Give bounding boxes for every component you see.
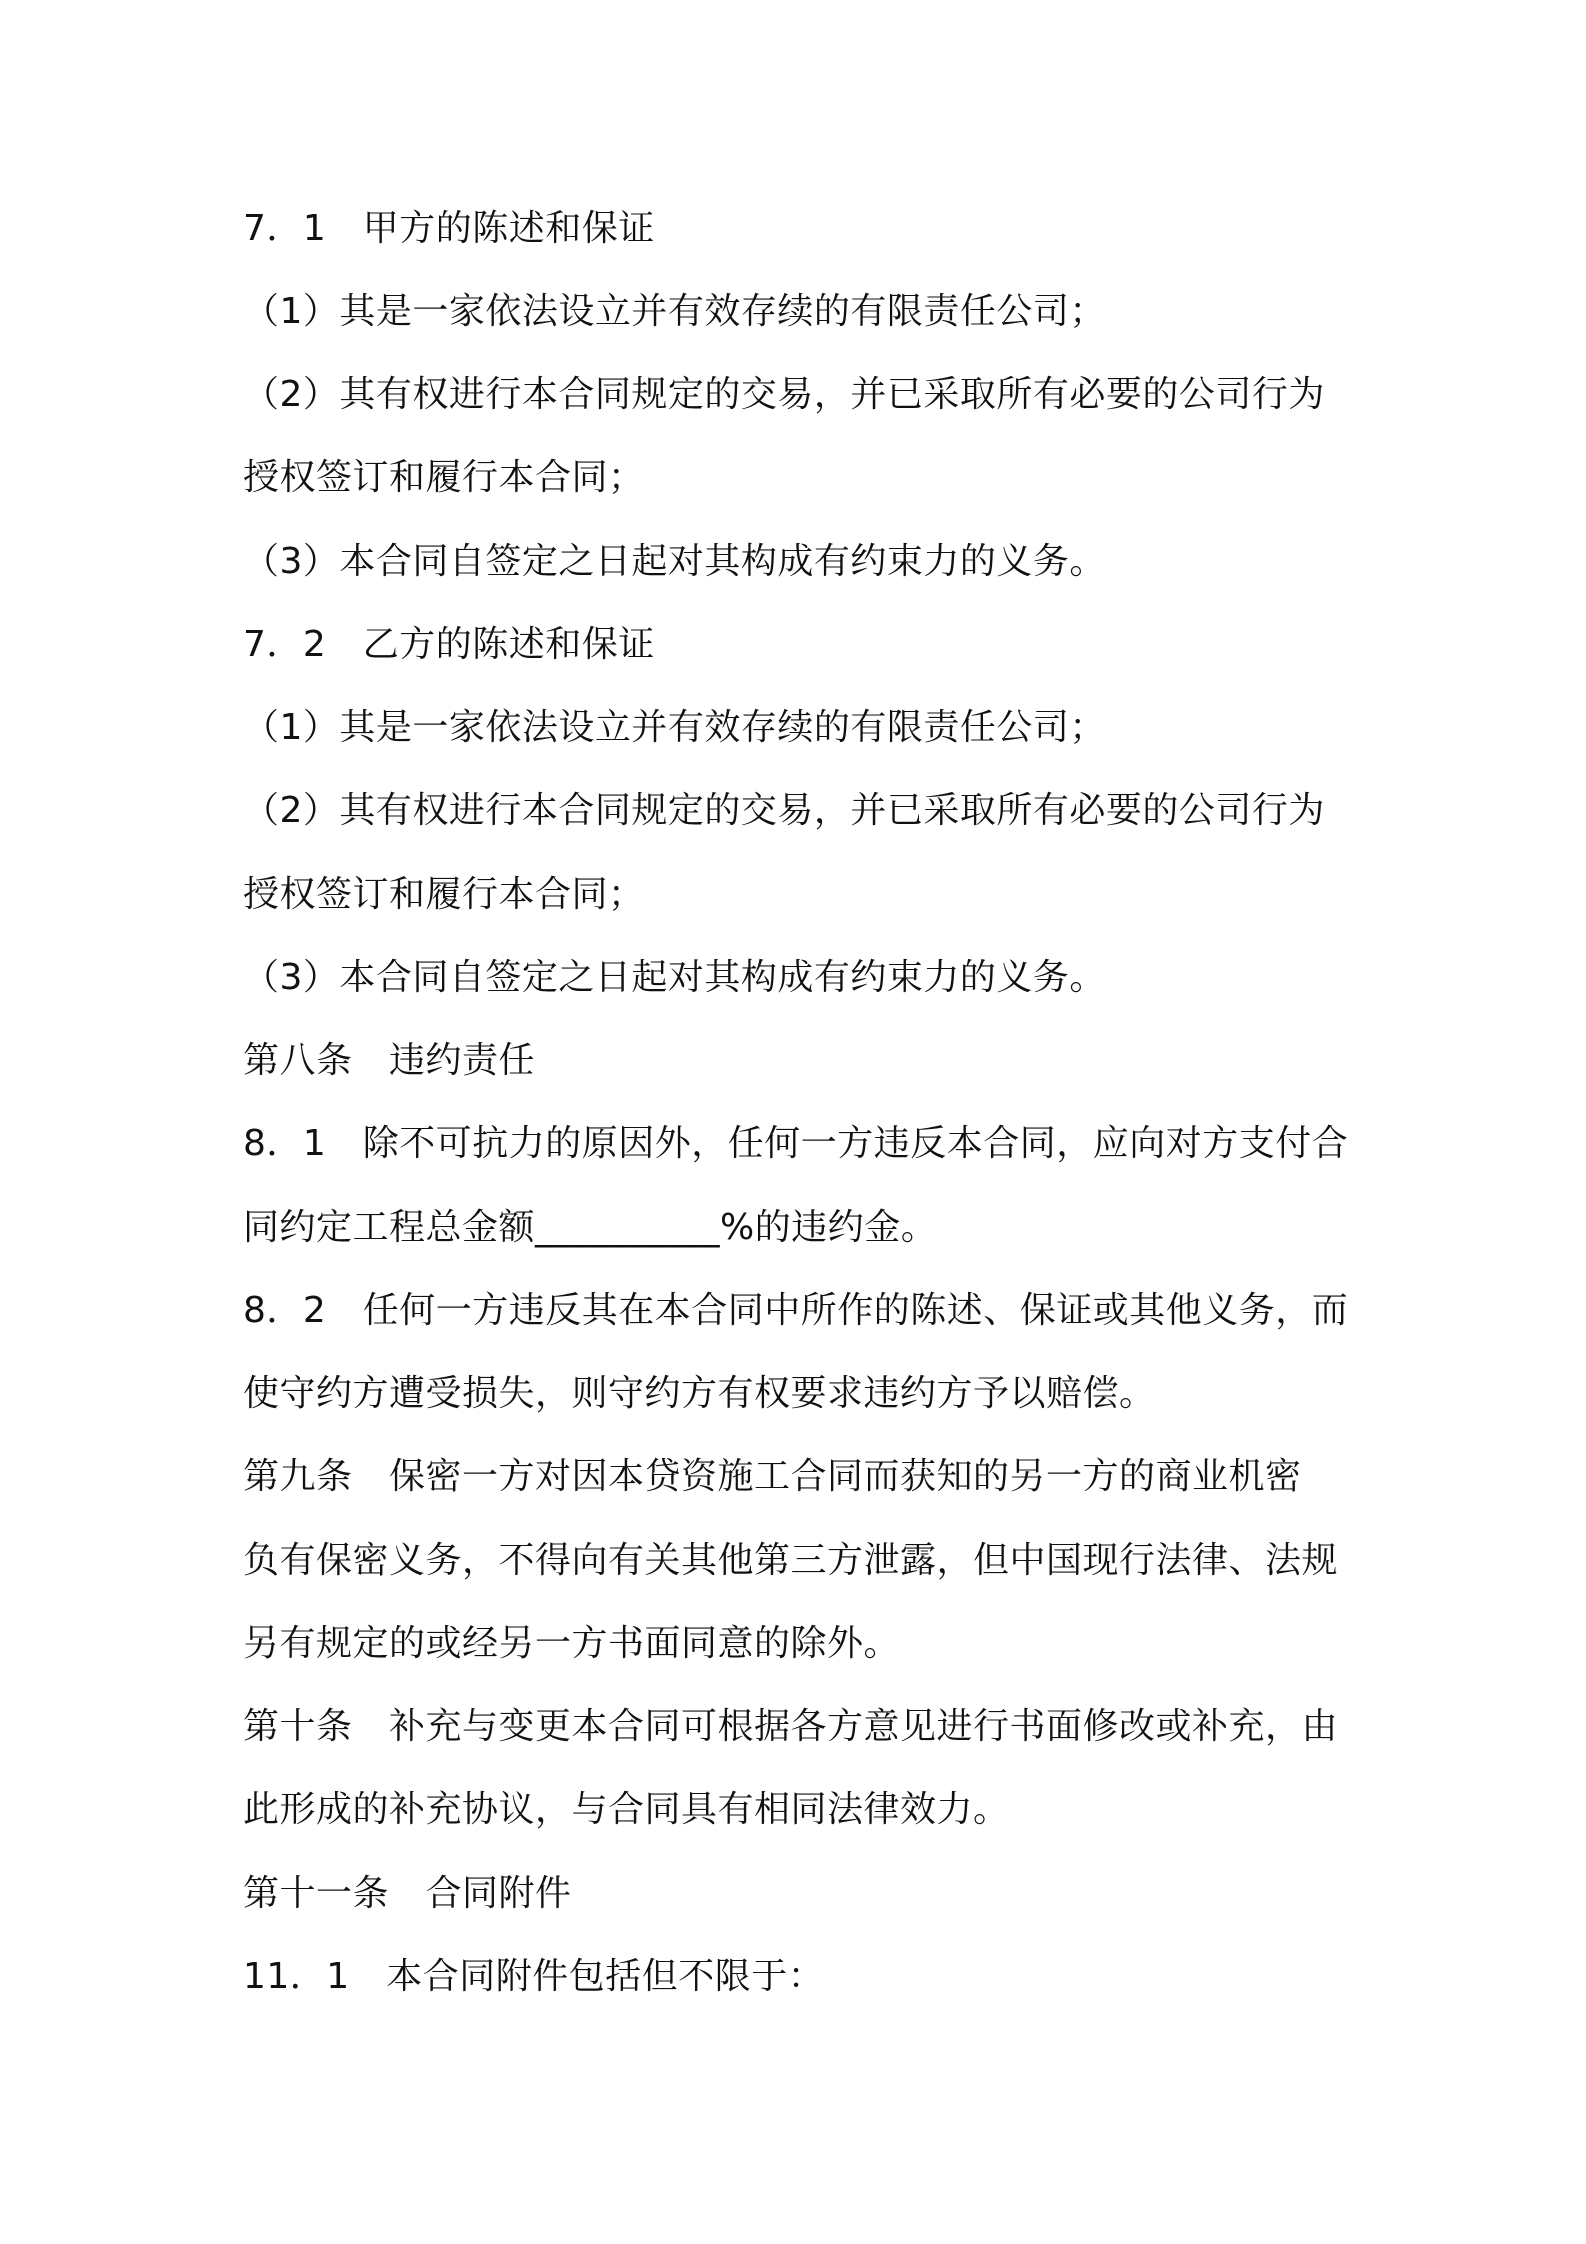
clause-8-2-line-2: 使守约方遭受损失，则守约方有权要求违约方予以赔偿。 xyxy=(243,1373,1156,1414)
clause-7-2-item-1: （1）其是一家依法设立并有效存续的有限责任公司； xyxy=(243,707,1106,748)
clause-7-2-item-2-line-2: 授权签订和履行本合同； xyxy=(243,874,645,915)
clause-11-1: 11．1 本合同附件包括但不限于： xyxy=(243,1956,825,1997)
article-10-line-2: 此形成的补充协议，与合同具有相同法律效力。 xyxy=(243,1789,1010,1830)
clause-7-1-item-1: （1）其是一家依法设立并有效存续的有限责任公司； xyxy=(243,291,1106,332)
clause-7-1-item-3: （3）本合同自签定之日起对其构成有约束力的义务。 xyxy=(243,541,1106,582)
article-9-line-2: 负有保密义务，不得向有关其他第三方泄露，但中国现行法律、法规 xyxy=(243,1540,1339,1581)
clause-7-2-heading: 7．2 乙方的陈述和保证 xyxy=(243,624,655,665)
clause-8-2-line-1: 8．2 任何一方违反其在本合同中所作的陈述、保证或其他义务，而 xyxy=(243,1290,1349,1331)
article-9-line-1: 第九条 保密一方对因本贷资施工合同而获知的另一方的商业机密 xyxy=(243,1456,1302,1497)
clause-7-1-heading: 7．1 甲方的陈述和保证 xyxy=(243,208,655,249)
clause-8-1-line-2: 同约定工程总金额__________%的违约金。 xyxy=(243,1207,938,1248)
clause-7-1-item-2-line-2: 授权签订和履行本合同； xyxy=(243,457,645,498)
article-9-line-3: 另有规定的或经另一方书面同意的除外。 xyxy=(243,1623,901,1664)
article-8-heading: 第八条 违约责任 xyxy=(243,1040,536,1081)
article-11-heading: 第十一条 合同附件 xyxy=(243,1873,572,1914)
clause-8-1-line-1: 8．1 除不可抗力的原因外，任何一方违反本合同，应向对方支付合 xyxy=(243,1123,1349,1164)
clause-7-2-item-2-line-1: （2）其有权进行本合同规定的交易，并已采取所有必要的公司行为 xyxy=(243,790,1325,831)
clause-7-1-item-2-line-1: （2）其有权进行本合同规定的交易，并已采取所有必要的公司行为 xyxy=(243,374,1325,415)
article-10-line-1: 第十条 补充与变更本合同可根据各方意见进行书面修改或补充，由 xyxy=(243,1706,1339,1747)
clause-7-2-item-3: （3）本合同自签定之日起对其构成有约束力的义务。 xyxy=(243,957,1106,998)
